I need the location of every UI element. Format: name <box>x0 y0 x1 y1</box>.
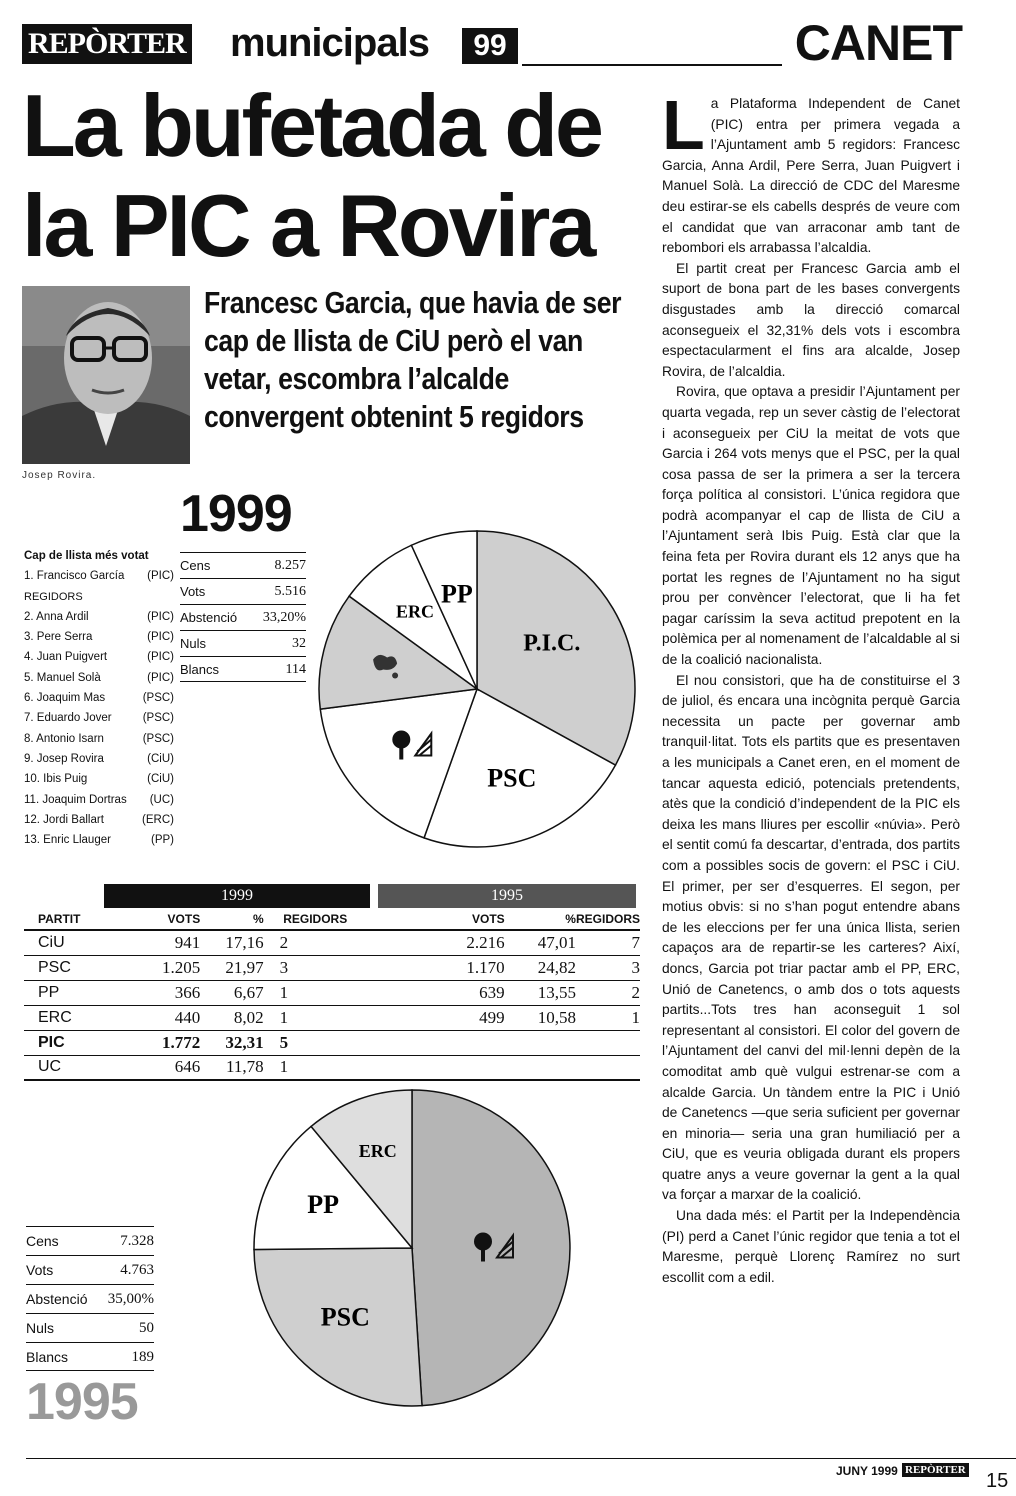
list-item <box>24 810 174 830</box>
brand-logo: REPÒRTER <box>22 24 192 64</box>
article-paragraph <box>662 86 960 259</box>
table-cell: 10,58 <box>505 1005 576 1030</box>
table-cell <box>347 1030 504 1055</box>
stat-label: Nuls <box>180 636 207 651</box>
candidate-party: (ERC) <box>142 813 174 826</box>
article-paragraph <box>662 382 960 670</box>
stat-row <box>180 656 306 682</box>
portrait-illustration <box>22 286 190 464</box>
stat-row <box>180 578 306 604</box>
candidate-name: 7. Eduardo Jover <box>24 712 112 725</box>
stat-label: Cens <box>26 1233 59 1249</box>
portrait-photo <box>22 286 190 464</box>
stat-value: 33,20% <box>262 610 306 625</box>
list-item <box>24 668 174 688</box>
paragraph-text: El nou consistori, que ha de constituirse el 3 de juliol, és encara una incògnita perquè Garcia necessita un pacte per governar amb tranquil·litat. Tots els partits que es presentaven a les municipals a Canet eren, en el moment de tancar aquesta edició, potencials pretendents, atès que la condició d’independent de la PIC els deixa les mans lliures per escollir «núvia». Però el sentit comú fa descartar, d’entrada, dos partits com a possibles socis de govern: el PSC i CiU. El primer, per ser d’esquerres. El segon, per motius obvis: si no s’han pogut entendre abans de les eleccions per fer una única llista, serien capaços ara de repartir-se les carteres? Així, doncs, Garcia pot triar pactar amb el PP, ERC, Unió de Canetencs, o amb dos o tots aquests partits...Tots tres han aconseguit 1 sol representant al consistori. El color del govern de l’Ajuntament del canvi del mil·lenni depèn de la comoditat amb què vulgui estrenar-se com a alcalde Garcia. Un tàndem entre la PIC i Unió de Canetencs —que seria suficient per governar en minoria— seria una gran humiliació per a CiU, que es veuria obligada durant els propers quatre anys a veure governar la gent a la qual va forçar a marxar de la coalició. <box>662 672 960 1203</box>
masthead <box>22 15 962 71</box>
stat-value: 32 <box>292 636 306 651</box>
table-cell <box>505 1055 576 1080</box>
table-cell: PP <box>24 980 115 1005</box>
candidate-party: (PIC) <box>147 631 174 644</box>
stat-label: Cens <box>180 558 211 573</box>
footer-brand: REPÒRTER <box>902 1463 969 1477</box>
paragraph-text: a Plataforma Independent de Canet (PIC) entra per primera vegada a l’Ajuntament amb 5 regidors: Francesc Garcia, Anna Ardil, Pere Serra, Juan Puigvert i Manuel Solà. La direcció de CDC del Maresme deu estirar-se els cabells després de veure com el candidat que van arraconar amb tant de rebombori els arrabassa l’alcaldia. <box>662 96 960 256</box>
paragraph-text: Rovira, que optava a presidir l’Ajuntament per quarta vegada, rep un sever càstig de l’electorat i aconsegueix per CiU la meitat de vots que Garcia i 264 vots menys que el PSC, per la qual cosa passa de ser la primera a ser la tercera força política al consistori. L’única regidora que podrà acompanyar el cap de llista de CiU a l’Ajuntament serà Ibis Puig. Està clar que la feina feta per Rovira durant els 12 anys que ha portat les regnes de l’Ajuntament no ha sigut prou per convèncer l’electorat, que li ha fet pagar caríssim la seva actitud prepotent en la polèmica per al nomenament de l’alcaldable al si de la coalició nacionalista. <box>662 384 960 668</box>
column-header: % <box>505 908 576 930</box>
photo-caption: Josep Rovira. <box>22 470 97 481</box>
pie-slice-ciu <box>412 1090 570 1406</box>
candidate-name: 11. Joaquim Dortras <box>24 793 127 806</box>
stat-value: 35,00% <box>107 1291 154 1307</box>
table-cell: 1 <box>576 1005 640 1030</box>
stat-row <box>180 604 306 630</box>
stat-value: 189 <box>131 1349 154 1365</box>
table-cell: 2 <box>576 980 640 1005</box>
stat-row <box>180 552 306 578</box>
stat-value: 8.257 <box>274 558 306 573</box>
list-item <box>24 708 174 728</box>
table-cell <box>505 1030 576 1055</box>
stat-value: 114 <box>285 662 306 677</box>
table-cell: 1.772 <box>115 1030 200 1055</box>
table-cell: 941 <box>115 930 200 955</box>
list-item <box>24 647 174 667</box>
table-cell: UC <box>24 1055 115 1080</box>
stats-1999 <box>180 552 306 682</box>
stat-label: Abstenció <box>26 1291 88 1307</box>
table-cell: ERC <box>24 1005 115 1030</box>
table-row <box>24 955 640 980</box>
candidate-name: 4. Juan Puigvert <box>24 651 108 664</box>
stat-label: Blancs <box>180 662 220 677</box>
stat-label: Blancs <box>26 1349 69 1365</box>
results-header-1999: 1999 <box>104 884 370 908</box>
stat-row <box>26 1226 154 1255</box>
pie-label-pp: PP <box>441 579 473 609</box>
table-row <box>24 930 640 955</box>
footer-rule <box>26 1458 1016 1459</box>
subheadline: Francesc Garcia, que havia de ser cap de llista de CiU però el van vetar, escombra l’alcalde convergent obtenint 5 regidors <box>204 285 622 434</box>
table-cell: 7 <box>576 930 640 955</box>
table-cell: 366 <box>115 980 200 1005</box>
drop-cap: L <box>662 86 705 164</box>
table-cell: 21,97 <box>200 955 263 980</box>
stat-label: Vots <box>180 584 206 599</box>
table-cell: 1 <box>264 1005 348 1030</box>
table-cell: 1 <box>264 980 348 1005</box>
table-cell: 6,67 <box>200 980 263 1005</box>
column-header: VOTS <box>115 908 200 930</box>
table-cell: 11,78 <box>200 1055 263 1080</box>
headline: La bufetada de la PIC a Rovira <box>22 76 601 275</box>
list-item <box>24 830 174 850</box>
candidate-list <box>24 546 174 850</box>
regidors-subtitle: REGIDORS <box>24 590 83 603</box>
candidate-name: 3. Pere Serra <box>24 631 93 644</box>
candidate-list-title: Cap de llista més votat <box>24 550 149 562</box>
stat-label: Vots <box>26 1262 54 1278</box>
table-row <box>24 1055 640 1080</box>
column-header: VOTS <box>347 908 504 930</box>
candidate-name: 6. Joaquim Mas <box>24 692 106 705</box>
list-item <box>24 769 174 789</box>
candidate-party: (PSC) <box>142 712 174 725</box>
page-number: 15 <box>986 1470 1009 1492</box>
table-cell: 2.216 <box>347 930 504 955</box>
stat-value: 5.516 <box>274 584 306 599</box>
pie-label-pic: P.I.C. <box>523 630 581 657</box>
candidate-party: (PIC) <box>147 671 174 684</box>
table-cell: 47,01 <box>505 930 576 955</box>
stat-row <box>26 1284 154 1313</box>
stat-row <box>180 630 306 656</box>
table-cell: 1.205 <box>115 955 200 980</box>
candidate-name: 10. Ibis Puig <box>24 773 88 786</box>
table-cell: 1.170 <box>347 955 504 980</box>
article-body <box>662 86 960 1288</box>
table-cell: 3 <box>576 955 640 980</box>
candidate-name: 13. Enric Llauger <box>24 834 111 847</box>
section-year-badge: 99 <box>462 28 518 64</box>
list-item <box>24 627 174 647</box>
candidate-party: (PSC) <box>142 692 174 705</box>
table-cell: 13,55 <box>505 980 576 1005</box>
pie-chart-1995 <box>252 1088 572 1408</box>
candidate-party: (PIC) <box>147 651 174 664</box>
table-cell: 5 <box>264 1030 348 1055</box>
article-paragraph <box>662 1206 960 1288</box>
article-paragraph <box>662 259 960 383</box>
stat-row <box>26 1313 154 1342</box>
table-cell: 440 <box>115 1005 200 1030</box>
paragraph-text: El partit creat per Francesc Garcia amb el suport de bona part de les bases convergents disgustades amb la direcció comarcal aconsegueix el 32,31% dels vots i escombra espectacularment el fins ara alcalde, Josep Rovira, de l’alcaldia. <box>662 260 960 379</box>
candidate-party: (PP) <box>151 834 174 847</box>
list-item <box>24 749 174 769</box>
column-header: % <box>200 908 263 930</box>
candidate-name: 1. Francisco García <box>24 570 125 583</box>
pie-label-erc: ERC <box>395 601 435 622</box>
column-header: PARTIT <box>24 908 115 930</box>
table-cell: 32,31 <box>200 1030 263 1055</box>
results-header-1995: 1995 <box>378 884 636 908</box>
stat-label: Nuls <box>26 1320 55 1336</box>
table-cell <box>347 1055 504 1080</box>
table-cell: CiU <box>24 930 115 955</box>
column-header: REGIDORS <box>264 908 348 930</box>
year-1995-label: 1995 <box>26 1373 138 1431</box>
list-item <box>24 688 174 708</box>
list-item <box>24 566 174 586</box>
list-item <box>24 607 174 627</box>
pie-chart-1999 <box>316 528 638 850</box>
table-cell: PIC <box>24 1030 115 1055</box>
candidate-party: (PIC) <box>147 570 174 583</box>
table-row <box>24 1005 640 1030</box>
table-cell: 639 <box>347 980 504 1005</box>
candidate-name: 9. Josep Rovira <box>24 752 104 765</box>
table-cell: 24,82 <box>505 955 576 980</box>
results-table <box>24 908 640 1081</box>
results-year-headers <box>104 884 636 908</box>
stat-value: 50 <box>139 1320 154 1336</box>
pie-label-erc: ERC <box>358 1141 397 1162</box>
article-paragraph <box>662 671 960 1206</box>
results-header-row <box>24 908 640 930</box>
candidate-party: (PSC) <box>142 732 174 745</box>
candidate-name: 2. Anna Ardil <box>24 610 89 623</box>
footer-date: JUNY 1999 <box>836 1464 898 1478</box>
candidate-party: (UC) <box>149 793 174 806</box>
pie-label-pp: PP <box>307 1189 339 1219</box>
pie-label-psc: PSC <box>320 1302 370 1332</box>
stat-row <box>26 1342 154 1371</box>
candidate-party: (CiU) <box>147 773 174 786</box>
stat-value: 7.328 <box>120 1233 154 1249</box>
table-cell: 1 <box>264 1055 348 1080</box>
town-title: CANET <box>794 15 962 71</box>
stat-label: Abstenció <box>180 610 238 625</box>
pie-label-psc: PSC <box>487 763 537 793</box>
table-cell: 646 <box>115 1055 200 1080</box>
table-cell <box>576 1055 640 1080</box>
header-rule <box>522 64 782 66</box>
year-1999-label: 1999 <box>180 485 292 543</box>
table-cell: 2 <box>264 930 348 955</box>
stats-1995 <box>26 1226 154 1371</box>
table-row <box>24 980 640 1005</box>
candidate-name: 8. Antonio Isarn <box>24 732 104 745</box>
table-cell: 499 <box>347 1005 504 1030</box>
table-cell: 3 <box>264 955 348 980</box>
candidate-name: 5. Manuel Solà <box>24 671 101 684</box>
candidate-party: (PIC) <box>147 610 174 623</box>
paragraph-text: Una dada més: el Partit per la Independència (PI) perd a Canet l’únic regidor que tenia a tot el Maresme, perquè Llorenç Ramírez no surt escollit com a edil. <box>662 1208 960 1285</box>
table-cell: 17,16 <box>200 930 263 955</box>
candidate-name: 12. Jordi Ballart <box>24 813 104 826</box>
list-item <box>24 790 174 810</box>
table-cell: PSC <box>24 955 115 980</box>
column-header: REGIDORS <box>576 908 640 930</box>
list-item <box>24 729 174 749</box>
section-title: municipals <box>230 21 429 65</box>
candidate-party: (CiU) <box>147 752 174 765</box>
stat-value: 4.763 <box>120 1262 154 1278</box>
stat-row <box>26 1255 154 1284</box>
table-row <box>24 1030 640 1055</box>
table-cell: 8,02 <box>200 1005 263 1030</box>
table-cell <box>576 1030 640 1055</box>
